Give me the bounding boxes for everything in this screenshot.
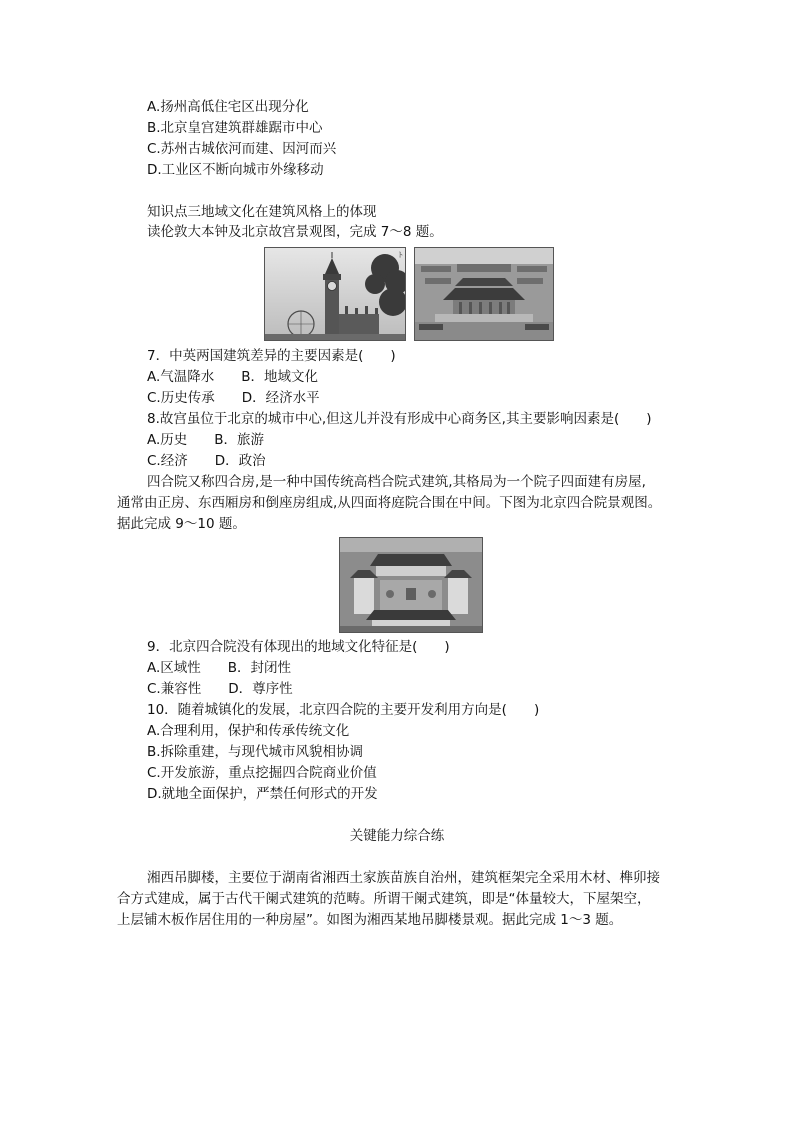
siheyuan-photo xyxy=(339,537,483,633)
big-ben-photo xyxy=(264,247,406,341)
q9-stem: 9．北京四合院没有体现出的地域文化特征是( ) xyxy=(147,639,450,655)
q9-options-row1: A.区域性 B．封闭性 xyxy=(147,660,292,676)
q10-option-d: D.就地全面保护，严禁任何形式的开发 xyxy=(147,786,378,802)
q10-option-c: C.开发旅游，重点挖掘四合院商业价值 xyxy=(147,765,377,781)
q6-option-d: D.工业区不断向城市外缘移动 xyxy=(147,162,324,178)
q6-option-a: A.扬州高低住宅区出现分化 xyxy=(147,99,309,115)
siheyuan-line1: 四合院又称四合房,是一种中国传统高档合院式建筑,其格局为一个院子四面建有房屋, xyxy=(147,474,646,490)
forbidden-city-photo xyxy=(414,247,554,341)
q8-options-row1: A.历史 B．旅游 xyxy=(147,432,265,448)
diaojiaolou-line2: 合方式建成，属于古代干阑式建筑的范畴。所谓干阑式建筑，即是“体量较大，下屋架空， xyxy=(117,891,651,907)
siheyuan-line2: 通常由正房、东西厢房和倒座房组成,从四面将庭院合围在中间。下图为北京四合院景观图。 xyxy=(117,495,662,511)
section3-heading: 知识点三地域文化在建筑风格上的体现 xyxy=(147,204,377,220)
q8-stem: 8.故宫虽位于北京的城市中心,但这儿并没有形成中心商务区,其主要影响因素是( ) xyxy=(147,411,652,427)
q7-stem: 7．中英两国建筑差异的主要因素是( ) xyxy=(147,348,396,364)
photo-corner-mark: ト xyxy=(397,251,404,259)
section3-intro: 读伦敦大本钟及北京故宫景观图，完成 7～8 题。 xyxy=(147,224,443,240)
q7-options-row2: C.历史传承 D．经济水平 xyxy=(147,390,320,406)
diaojiaolou-line1: 湘西吊脚楼，主要位于湖南省湘西土家族苗族自治州，建筑框架完全采用木材、榫卯接 xyxy=(147,870,660,886)
q6-option-b: B.北京皇宫建筑群雄踞市中心 xyxy=(147,120,323,136)
q7-options-row1: A.气温降水 B．地域文化 xyxy=(147,369,319,385)
diaojiaolou-line3: 上层铺木板作居住用的一种房屋”。如图为湘西某地吊脚楼景观。据此完成 1～3 题。 xyxy=(117,912,623,928)
q6-option-c: C.苏州古城依河而建、因河而兴 xyxy=(147,141,337,157)
q8-options-row2: C.经济 D．政治 xyxy=(147,453,266,469)
q9-options-row2: C.兼容性 D．尊序性 xyxy=(147,681,293,697)
siheyuan-line3: 据此完成 9～10 题。 xyxy=(117,516,246,532)
q10-option-a: A.合理利用，保护和传承传统文化 xyxy=(147,723,350,739)
q10-option-b: B.拆除重建，与现代城市风貌相协调 xyxy=(147,744,364,760)
section-heading-key-ability: 关键能力综合练 xyxy=(349,828,445,844)
q10-stem: 10．随着城镇化的发展，北京四合院的主要开发利用方向是( ) xyxy=(147,702,540,718)
